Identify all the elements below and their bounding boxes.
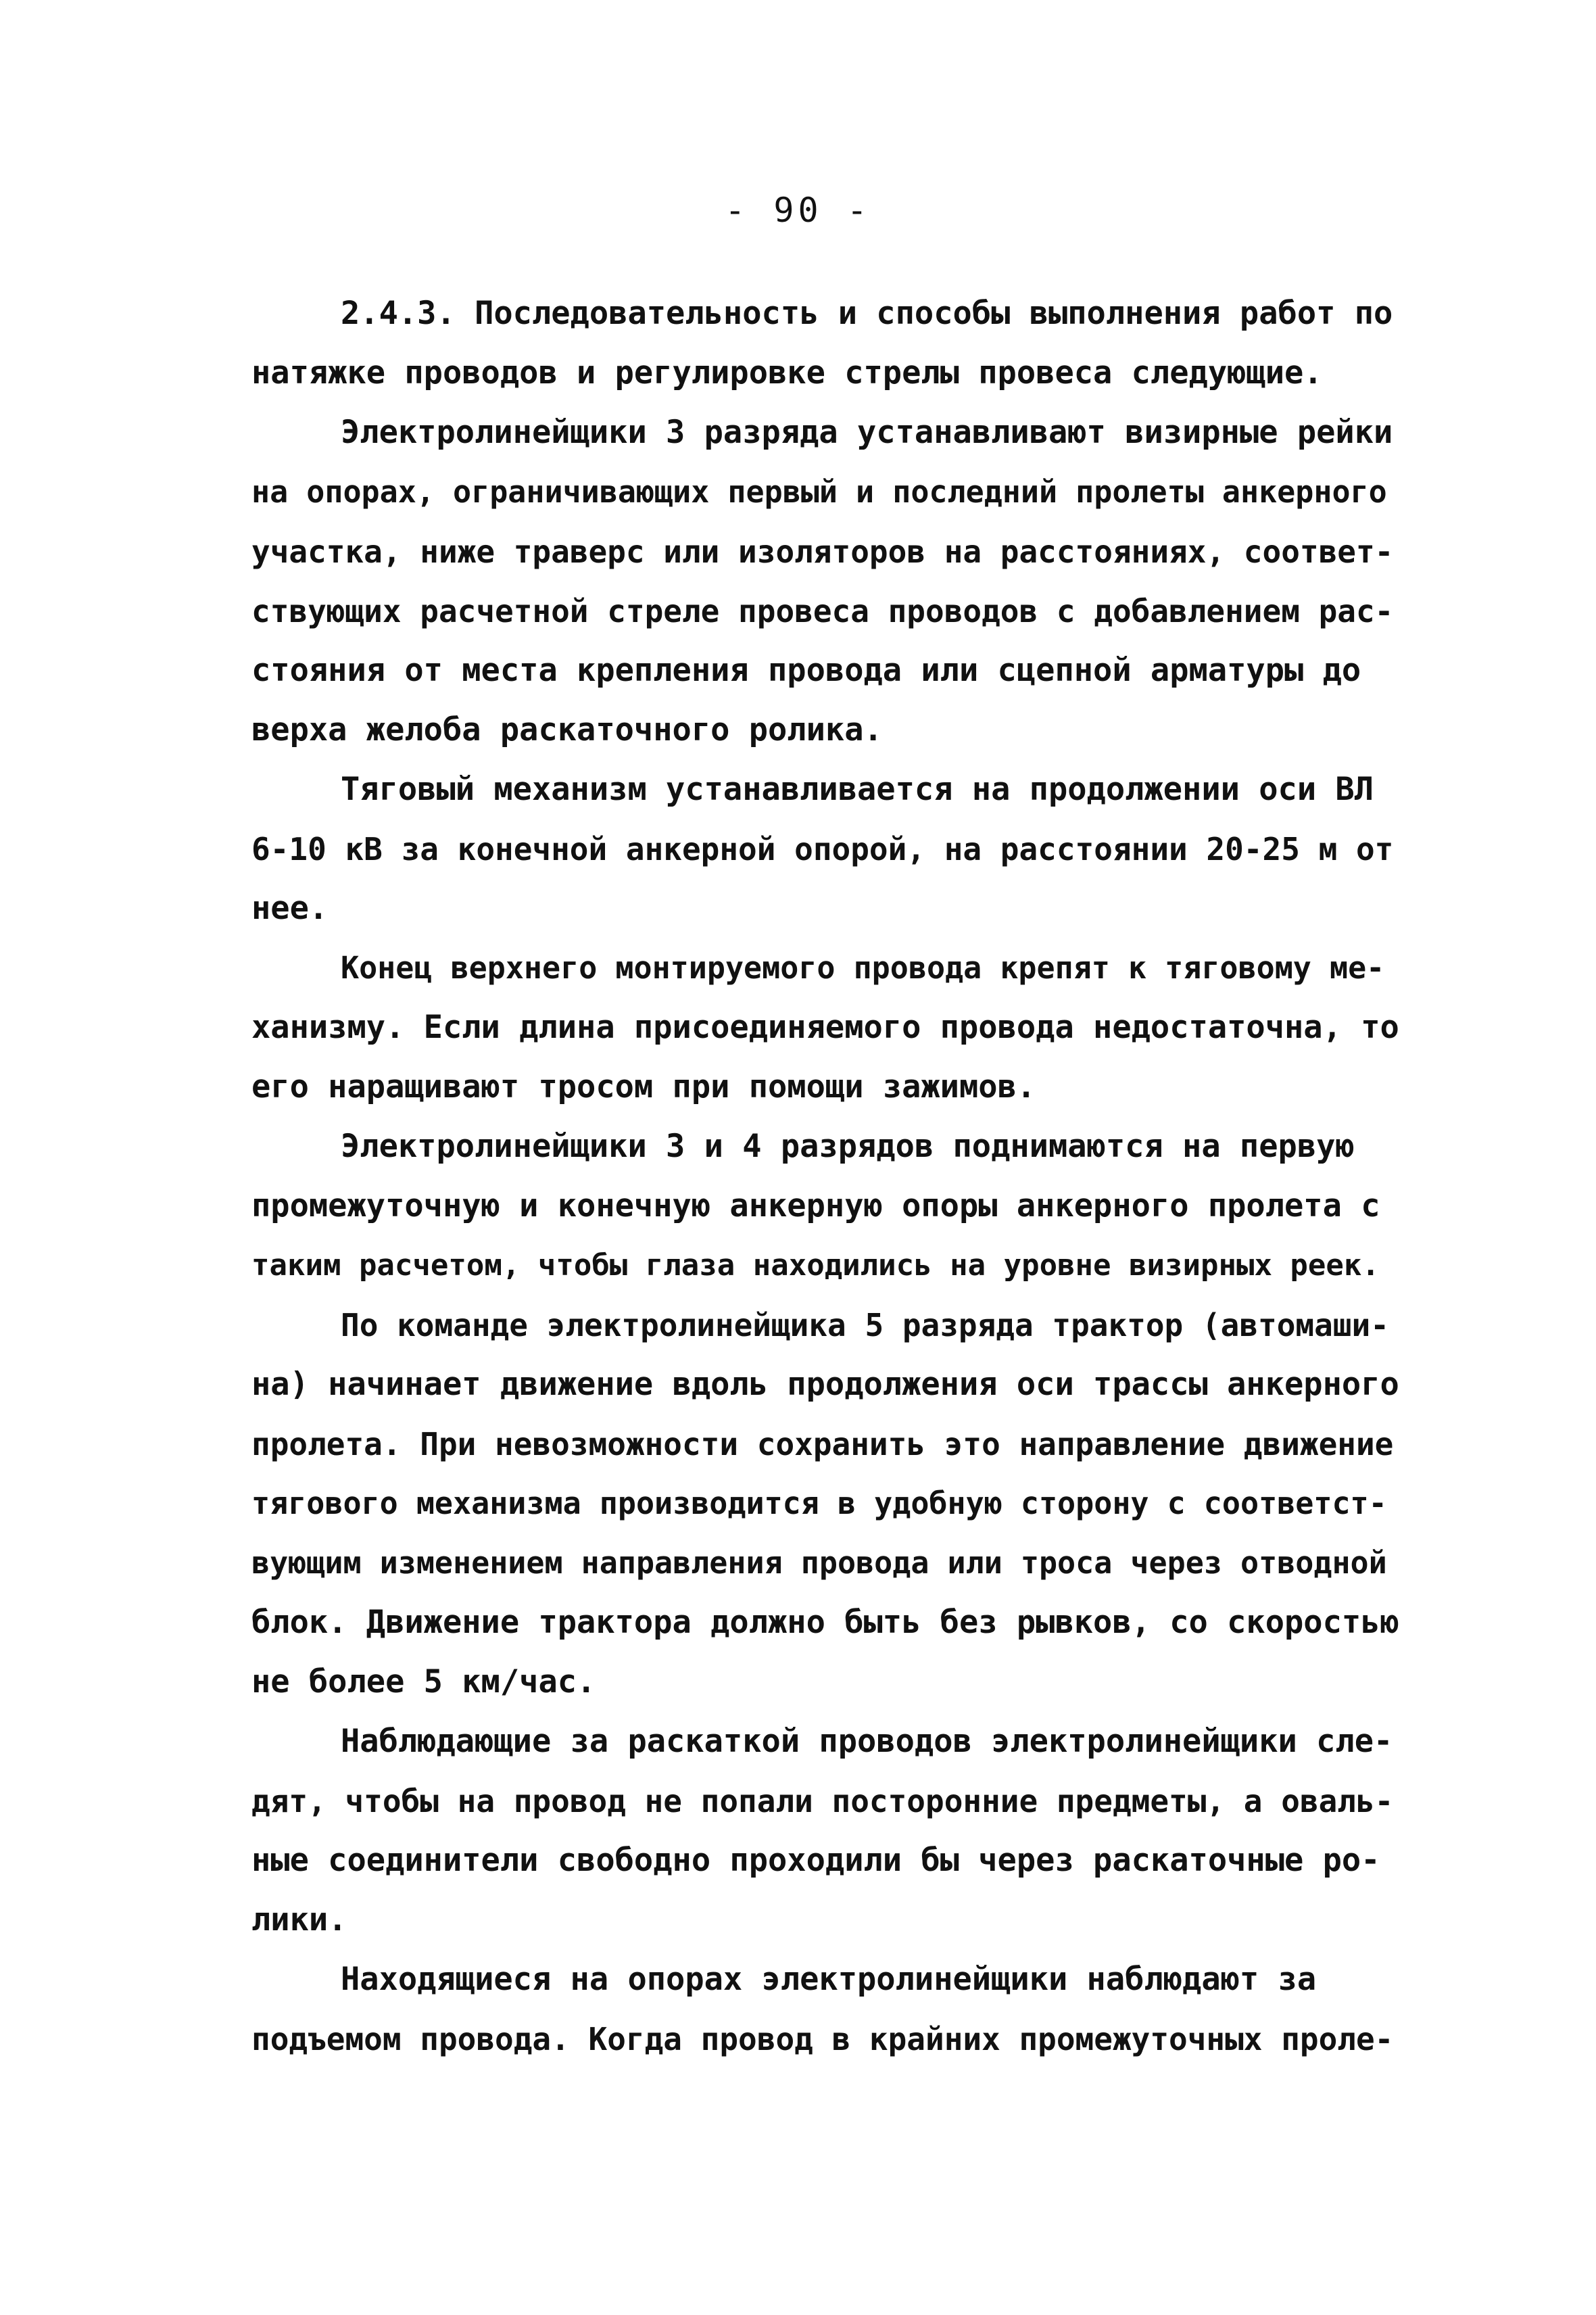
text-line: Электролинейщики 3 и 4 разрядов поднимаются на первую — [341, 1128, 1355, 1165]
text-line: пролета. При невозможности сохранить это направление движение — [251, 1426, 1394, 1462]
text-line: подъемом провода. Когда провод в крайних промежуточных проле- — [251, 2021, 1394, 2057]
text-line: блок. Движение трактора должно быть без рывков, со скоростью — [251, 1604, 1399, 1641]
text-line: ствующих расчетной стреле провеса проводов с добавлением рас- — [251, 593, 1394, 629]
text-line: его наращивают тросом при помощи зажимов. — [251, 1068, 1036, 1105]
text-line: участка, ниже траверс или изоляторов на расстояниях, соответ- — [251, 533, 1394, 570]
text-line: стояния от места крепления провода или сцепной арматуры до — [251, 652, 1361, 689]
text-line: Тяговый механизм устанавливается на продолжении оси ВЛ — [341, 771, 1374, 808]
text-line: на опорах, ограничивающих первый и последний пролеты анкерного — [251, 474, 1387, 510]
text-line: Электролинейщики 3 разряда устанавливают визирные рейки — [341, 414, 1393, 451]
text-line: не более 5 км/час. — [251, 1663, 596, 1700]
page-number: - 90 - — [725, 191, 871, 230]
text-line: натяжке проводов и регулировке стрелы провеса следующие. — [251, 354, 1323, 391]
text-line: тягового механизма производится в удобную сторону с соответст- — [251, 1485, 1387, 1521]
text-line: верха желоба раскаточного ролика. — [251, 711, 883, 748]
text-line: Конец верхнего монтируемого провода крепят к тяговому ме- — [341, 950, 1385, 986]
text-line: 2.4.3. Последовательность и способы выполнения работ по — [341, 295, 1393, 332]
text-line: таким расчетом, чтобы глаза находились на уровне визирных реек. — [251, 1248, 1380, 1283]
text-line: вующим изменением направления провода или троса через отводной — [251, 1545, 1387, 1581]
text-line: Находящиеся на опорах электролинейщики наблюдают за — [341, 1961, 1317, 1998]
text-line: Наблюдающие за раскаткой проводов электролинейщики сле- — [341, 1723, 1393, 1760]
text-line: ные соединители свободно проходили бы через раскаточные ро- — [251, 1842, 1380, 1879]
body-text — [251, 284, 1401, 2069]
text-line: промежуточную и конечную анкерную опоры анкерного пролета с — [251, 1187, 1380, 1224]
text-line: 6-10 кВ за конечной анкерной опорой, на расстоянии 20-25 м от — [251, 831, 1394, 867]
text-line: лики. — [251, 1901, 347, 1938]
text-line: По команде электролинейщика 5 разряда трактор (автомаши- — [341, 1307, 1389, 1343]
text-line: ханизму. Если длина присоединяемого провода недостаточна, то — [251, 1009, 1399, 1046]
text-line: нее. — [251, 890, 329, 927]
text-line: на) начинает движение вдоль продолжения оси трассы анкерного — [251, 1366, 1399, 1403]
text-line: дят, чтобы на провод не попали посторонние предметы, а оваль- — [251, 1783, 1394, 1819]
